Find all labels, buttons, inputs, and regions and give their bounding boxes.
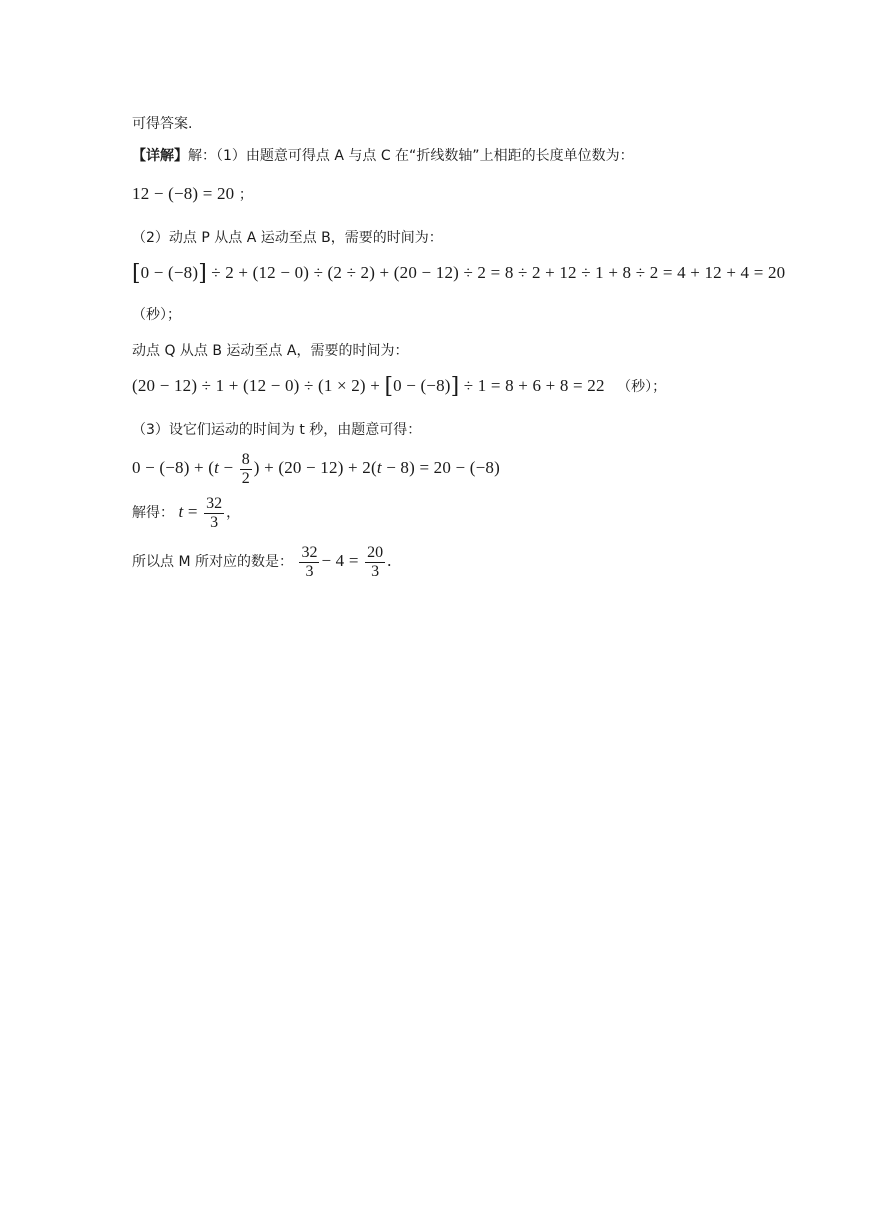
meeting-eq-part2: ) + (20 − 12) + 2(: [253, 458, 377, 477]
variable-t-3: t: [178, 502, 184, 521]
part3-text: （3）设它们运动的时间为 t 秒，由题意可得：: [132, 422, 422, 438]
q-time-part2: ÷ 1 = 8 + 6 + 8 = 22: [463, 376, 605, 395]
point-m-mid: − 4 =: [321, 551, 359, 570]
meeting-eq-minus: −: [219, 458, 234, 477]
meeting-eq-part3: − 8) = 20 − (−8): [381, 458, 500, 477]
text-line-seconds: [132, 305, 181, 325]
bracket-close: ]: [198, 261, 207, 286]
fraction-20-thirds: [365, 544, 385, 581]
text-line-solution-intro: [132, 146, 634, 166]
p-time-equation: ÷ 2 + (12 − 0) ÷ (2 ÷ 2) + (20 − 12) ÷ 2 = 8 ÷ 2 + 12 ÷ 1 + 8 ÷ 2 = 4 + 12 + 4 = 20: [211, 263, 786, 282]
equals-sign: =: [183, 502, 198, 521]
equation-line-solve-t: [132, 492, 240, 533]
text-line-q-motion: [132, 341, 408, 361]
q-time-part1: (20 − 12) ÷ 1 + (12 − 0) ÷ (1 × 2) +: [132, 376, 381, 395]
meeting-eq-part1: 0 − (−8) + (: [132, 458, 215, 477]
fraction-numerator: 32: [301, 543, 318, 561]
distance-equation: 12 − (−8) = 20: [132, 184, 235, 203]
bracket-close-q: ]: [450, 374, 460, 399]
bracket-open: [: [132, 261, 141, 286]
fraction-denominator: 3: [305, 562, 314, 580]
fraction-t-value: [204, 495, 224, 532]
distance-equation-tail: ；: [238, 187, 253, 203]
solve-label: 解得：: [132, 505, 174, 521]
detail-heading: 【详解】: [132, 148, 188, 164]
fraction-32-thirds: [299, 544, 319, 581]
seconds-unit-text: （秒）；: [132, 307, 181, 323]
text-line-part2: [132, 228, 443, 248]
solution-intro-text: 解：（1）由题意可得点 A 与点 C 在“折线数轴”上相距的长度单位数为：: [188, 148, 634, 164]
equation-line-q-time: [132, 376, 666, 397]
point-m-tail: .: [387, 551, 392, 570]
fraction-eight-halves: [240, 451, 252, 488]
p-time-inner: 0 − (−8): [140, 263, 199, 282]
fraction-denominator: 2: [241, 469, 250, 487]
variable-t-2: t: [376, 458, 382, 477]
solve-tail: ，: [226, 505, 241, 521]
text-line-conclusion: [132, 114, 192, 134]
fraction-denominator: 3: [371, 562, 380, 580]
q-time-inner: 0 − (−8): [393, 376, 451, 395]
equation-line-point-m: [132, 541, 392, 582]
fraction-numerator: 8: [241, 450, 250, 468]
fraction-numerator: 20: [367, 543, 384, 561]
part2-text: （2）动点 P 从点 A 运动至点 B，需要的时间为：: [132, 230, 443, 246]
fraction-denominator: 3: [210, 513, 219, 531]
text-line-part3: [132, 420, 421, 440]
q-motion-text: 动点 Q 从点 B 运动至点 A，需要的时间为：: [132, 343, 409, 359]
conclusion-text: 可得答案.: [132, 116, 193, 132]
bracket-open-q: [: [384, 374, 394, 399]
point-m-label: 所以点 M 所对应的数是：: [132, 554, 293, 570]
q-time-unit: （秒）；: [617, 379, 667, 395]
variable-t: t: [214, 458, 220, 477]
fraction-numerator: 32: [206, 494, 223, 512]
equation-line-p-time: [132, 263, 785, 284]
equation-line-meeting: [132, 448, 500, 489]
equation-line-distance: [132, 184, 253, 205]
